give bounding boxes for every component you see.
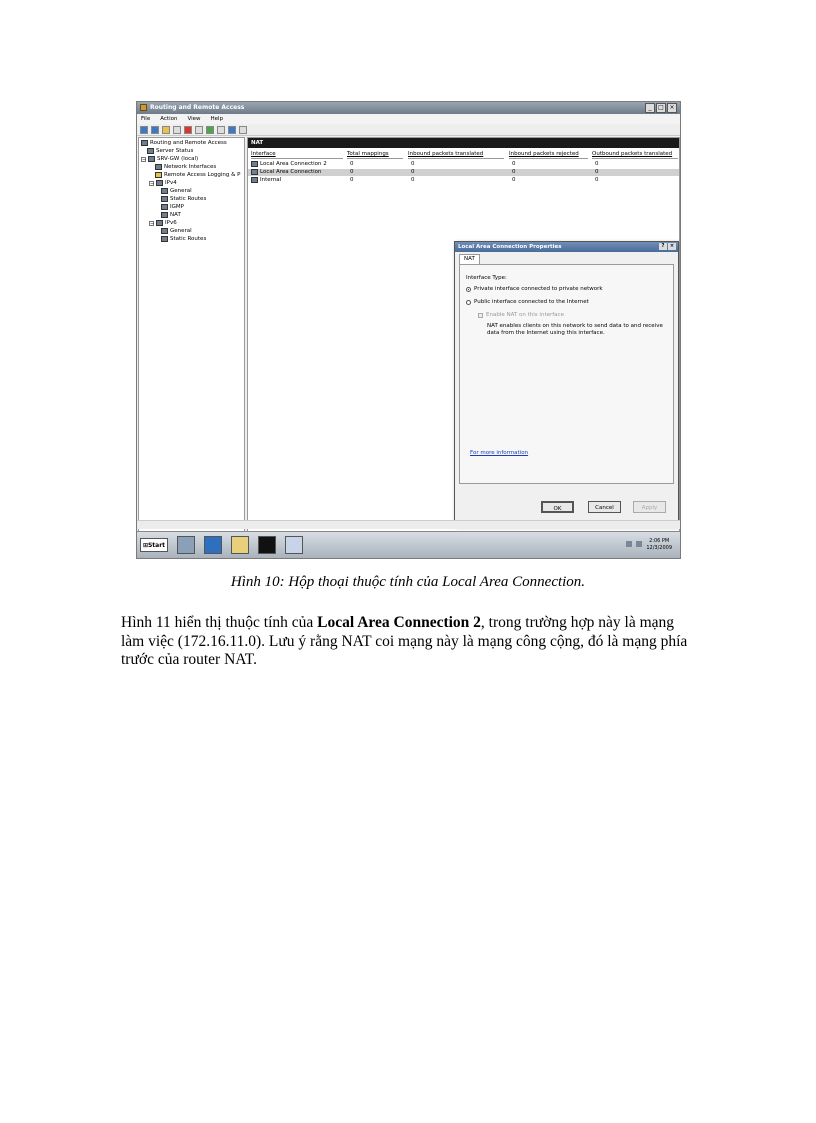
show-tree-icon[interactable] (173, 126, 181, 134)
apply-button[interactable]: Apply (633, 501, 666, 513)
up-folder-icon[interactable] (162, 126, 170, 134)
column-interface[interactable]: Interface (251, 150, 343, 159)
nat-tab-panel (459, 264, 674, 484)
taskbar (137, 531, 680, 558)
close-button[interactable]: × (667, 103, 677, 113)
network-icon (155, 164, 162, 170)
server-status-icon (147, 148, 154, 154)
tree-item-static-routes-ipv6[interactable]: Static Routes (161, 236, 206, 242)
delete-icon[interactable] (184, 126, 192, 134)
tree-item-general[interactable]: General (161, 188, 192, 194)
column-inbound-translated[interactable]: Inbound packets translated (408, 150, 504, 159)
properties-icon[interactable] (195, 126, 203, 134)
refresh-icon[interactable] (206, 126, 214, 134)
protocol-icon (161, 196, 168, 202)
export-icon[interactable] (217, 126, 225, 134)
menu-action[interactable]: Action (160, 116, 178, 122)
maximize-button[interactable]: □ (656, 103, 666, 113)
column-outbound-translated[interactable]: Outbound packets translated (592, 150, 678, 159)
menu-bar (137, 114, 680, 124)
protocol-icon (161, 236, 168, 242)
figure-caption: Hình 10: Hộp thoại thuộc tính của Local Area Connection. (230, 574, 586, 590)
tab-nat[interactable]: NAT (459, 254, 480, 264)
enable-nat-checkbox[interactable]: Enable NAT on this interface (478, 312, 564, 318)
tree-item-igmp[interactable]: IGMP (161, 204, 184, 210)
properties-dialog (454, 241, 679, 525)
tree-item-srv-gw[interactable]: − SRV-GW (local) (142, 156, 199, 163)
server-icon (148, 156, 155, 162)
clock-date: 12/3/2009 (646, 545, 672, 551)
command-prompt-icon[interactable] (258, 536, 276, 554)
bold-term: Local Area Connection 2 (317, 614, 481, 631)
list-title: NAT (248, 138, 679, 148)
taskbar-clock[interactable] (646, 538, 672, 552)
protocol-icon (161, 188, 168, 194)
rras-taskbar-icon[interactable] (285, 536, 303, 554)
window-titlebar (137, 102, 680, 114)
server-icon (141, 140, 148, 146)
screenshot-image (136, 101, 681, 559)
view-icon[interactable] (239, 126, 247, 134)
nic-icon (251, 177, 258, 186)
tree-item-general-ipv6[interactable]: General (161, 228, 192, 234)
dialog-help-button[interactable]: ? (659, 243, 667, 250)
radio-icon[interactable] (466, 300, 471, 305)
server-manager-icon[interactable] (177, 536, 195, 554)
radio-selected-icon[interactable] (466, 287, 471, 292)
protocol-icon (156, 220, 163, 226)
public-interface-option[interactable]: Public interface connected to the Internet (466, 299, 589, 305)
interface-type-label: Interface Type: (466, 275, 507, 281)
details-pane (247, 137, 680, 540)
tree-item-network-interfaces[interactable]: Network Interfaces (155, 164, 216, 170)
folder-icon (155, 172, 162, 178)
protocol-icon (161, 204, 168, 210)
column-total-mappings[interactable]: Total mappings (347, 150, 403, 159)
body-paragraph: Hình 11 hiển thị thuộc tính của Local Area Connection 2, trong trường hợp này là mạng làm việc (172.16.11.0). Lưu ý rằng NAT coi mạng này là mạng công cộng, đó là mạng phía trước của router NAT. (121, 614, 688, 668)
tree-item-nat[interactable]: NAT (161, 212, 181, 218)
protocol-icon (156, 180, 163, 186)
checkbox-icon[interactable] (478, 313, 483, 318)
nat-description: NAT enables clients on this network to send data to and receive data from the Internet using this interface. (487, 323, 663, 336)
tree-item-static-routes[interactable]: Static Routes (161, 196, 206, 202)
private-interface-option[interactable]: Private interface connected to private network (466, 286, 603, 292)
powershell-icon[interactable] (204, 536, 222, 554)
tree-item-rras[interactable]: Routing and Remote Access (141, 140, 227, 146)
table-row[interactable]: Local Area Connection 0 0 0 0 (248, 169, 679, 176)
table-row[interactable]: Local Area Connection 2 0 0 0 0 (248, 161, 679, 168)
expand-icon[interactable]: − (142, 156, 147, 163)
expand-icon[interactable]: − (150, 220, 155, 227)
help-icon[interactable] (228, 126, 236, 134)
back-icon[interactable] (140, 126, 148, 134)
toolbar (137, 124, 680, 136)
window-title: Routing and Remote Access (150, 104, 245, 111)
tray-flag-icon[interactable] (626, 541, 632, 547)
windows-logo-icon: ⊞ (142, 542, 148, 549)
explorer-icon[interactable] (231, 536, 249, 554)
column-inbound-rejected[interactable]: Inbound packets rejected (509, 150, 588, 159)
menu-help[interactable]: Help (210, 116, 224, 122)
menu-file[interactable]: File (141, 116, 151, 122)
tree-item-ipv6[interactable]: − IPv6 (150, 220, 177, 227)
cancel-button[interactable]: Cancel (588, 501, 621, 513)
tray-network-icon[interactable] (636, 541, 642, 547)
tree-item-remote-access-logging[interactable]: Remote Access Logging & P (155, 172, 240, 178)
forward-icon[interactable] (151, 126, 159, 134)
start-button[interactable]: ⊞Start (140, 538, 168, 552)
clock-time: 2:06 PM (649, 538, 670, 544)
protocol-icon (161, 228, 168, 234)
menu-view[interactable]: View (187, 116, 201, 122)
table-row[interactable]: Internal 0 0 0 0 (248, 177, 679, 184)
console-tree (138, 137, 245, 540)
dialog-close-button[interactable]: × (669, 243, 675, 249)
dialog-title: Local Area Connection Properties (458, 244, 562, 250)
expand-icon[interactable]: − (150, 180, 155, 187)
status-bar (137, 520, 680, 529)
tree-item-ipv4[interactable]: − IPv4 (150, 180, 177, 187)
minimize-button[interactable]: _ (645, 103, 655, 113)
protocol-icon (161, 212, 168, 218)
tree-item-server-status[interactable]: Server Status (147, 148, 193, 154)
dialog-titlebar (455, 242, 678, 252)
rras-app-icon (140, 104, 147, 111)
more-info-link[interactable]: For more information (470, 450, 529, 456)
ok-button[interactable]: OK (541, 501, 574, 513)
